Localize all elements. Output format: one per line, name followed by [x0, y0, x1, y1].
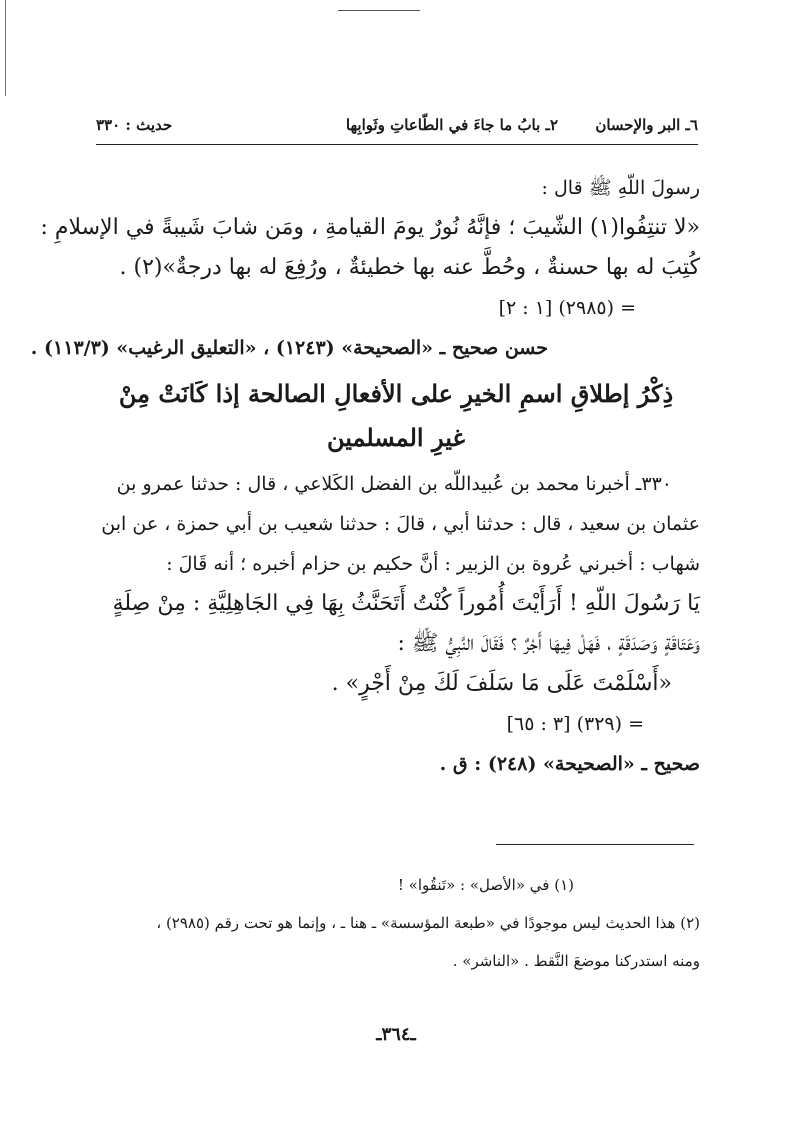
hadith-text-line: يَا رَسُولَ اللّهِ ! أَرَأَيْتَ أُمُوراً كُنْتُ أَتَحَنَّثُ بِهَا فِي الجَاهِلِيَّةِ : مِنْ صِلَةٍ	[112, 591, 700, 616]
section-heading: ذِكْرُ إطلاقِ اسمِ الخيرِ على الأفعالِ الصالحة إذا كَانَتْ مِنْ	[118, 379, 674, 408]
top-edge-rule	[338, 10, 420, 11]
text-line: رسولَ اللّهِ ﷺ قال :	[541, 177, 700, 199]
cross-reference: = (٣٢٩) [٣ : ٦٥]	[506, 713, 644, 735]
grading-line: صحيح ـ «الصحيحة» (٢٤٨) : ق .	[439, 753, 700, 775]
section-heading-continued: غيرِ المسلمين	[327, 423, 465, 452]
footnote-separator	[496, 844, 694, 845]
page-header	[96, 110, 698, 145]
footnote: (٢) هذا الحديث ليس موجودًا في «طبعة المؤسسة» ـ هنا ـ ، وإنما هو تحت رقم (٢٩٨٥) ،	[156, 914, 700, 932]
header-hadith-number: حديث : ٣٣٠	[96, 116, 173, 134]
footnotes	[96, 866, 700, 980]
isnad-line: ٣٣٠ـ أخبرنا محمد بن عُبيداللّه بن الفضل الكَلاعي ، قال : حدثنا عمرو بن	[116, 473, 672, 495]
cross-reference: = (٢٩٨٥) [١ : ٢]	[498, 297, 636, 319]
header-chapter-title: ٢ـ بابُ ما جاءَ في الطّاعاتِ وثَوابِها	[345, 116, 558, 134]
isnad-line: عثمان بن سعيد ، قال : حدثنا أبي ، قالَ : حدثنا شعيب بن أبي حمزة ، عن ابن	[101, 513, 700, 535]
hadith-text-line: وَعَتَاقَةٍ وَصَدَقَةٍ ، فَهَلْ فِيهَا أَجْرٌ ؟ فَقَالَ النَّبِيُّ ﷺ :	[397, 631, 700, 656]
footnote: ومنه استدركنا موضعَ النَّقط . «الناشر» .	[452, 952, 700, 970]
grading-line: حسن صحيح ـ «الصحيحة» (١٢٤٣) ، «التعليق الرغيب» (١١٣/٣) .	[30, 337, 548, 359]
binding-edge-line	[5, 0, 6, 96]
hadith-text-line: «أَسْلَمْتَ عَلَى مَا سَلَفَ لَكَ مِنْ أَجْرٍ» .	[331, 671, 672, 696]
footnote: (١) في «الأصل» : «تَنقُوا» !	[397, 876, 574, 894]
hadith-text-line: كُتِبَ له بها حسنةٌ ، وحُطَّ عنه بها خطيئةٌ ، ورُفِعَ له بها درجةٌ»(٢) .	[119, 255, 700, 280]
page-number: ـ٣٦٤ـ	[376, 1024, 416, 1045]
page-body	[30, 168, 700, 784]
hadith-text-line: «لا تنتِفُوا(١) الشّيبَ ؛ فإنَّهُ نُورٌ يومَ القيامةِ ، ومَن شابَ شَيبةً في الإسلامِ :	[40, 215, 700, 240]
header-book-title: ٦ـ البر والإحسان	[595, 116, 698, 134]
isnad-line: شهاب : أخبرني عُروة بن الزبير : أنَّ حكيم بن حزام أخبره ؛ أنه قَالَ :	[166, 553, 700, 575]
